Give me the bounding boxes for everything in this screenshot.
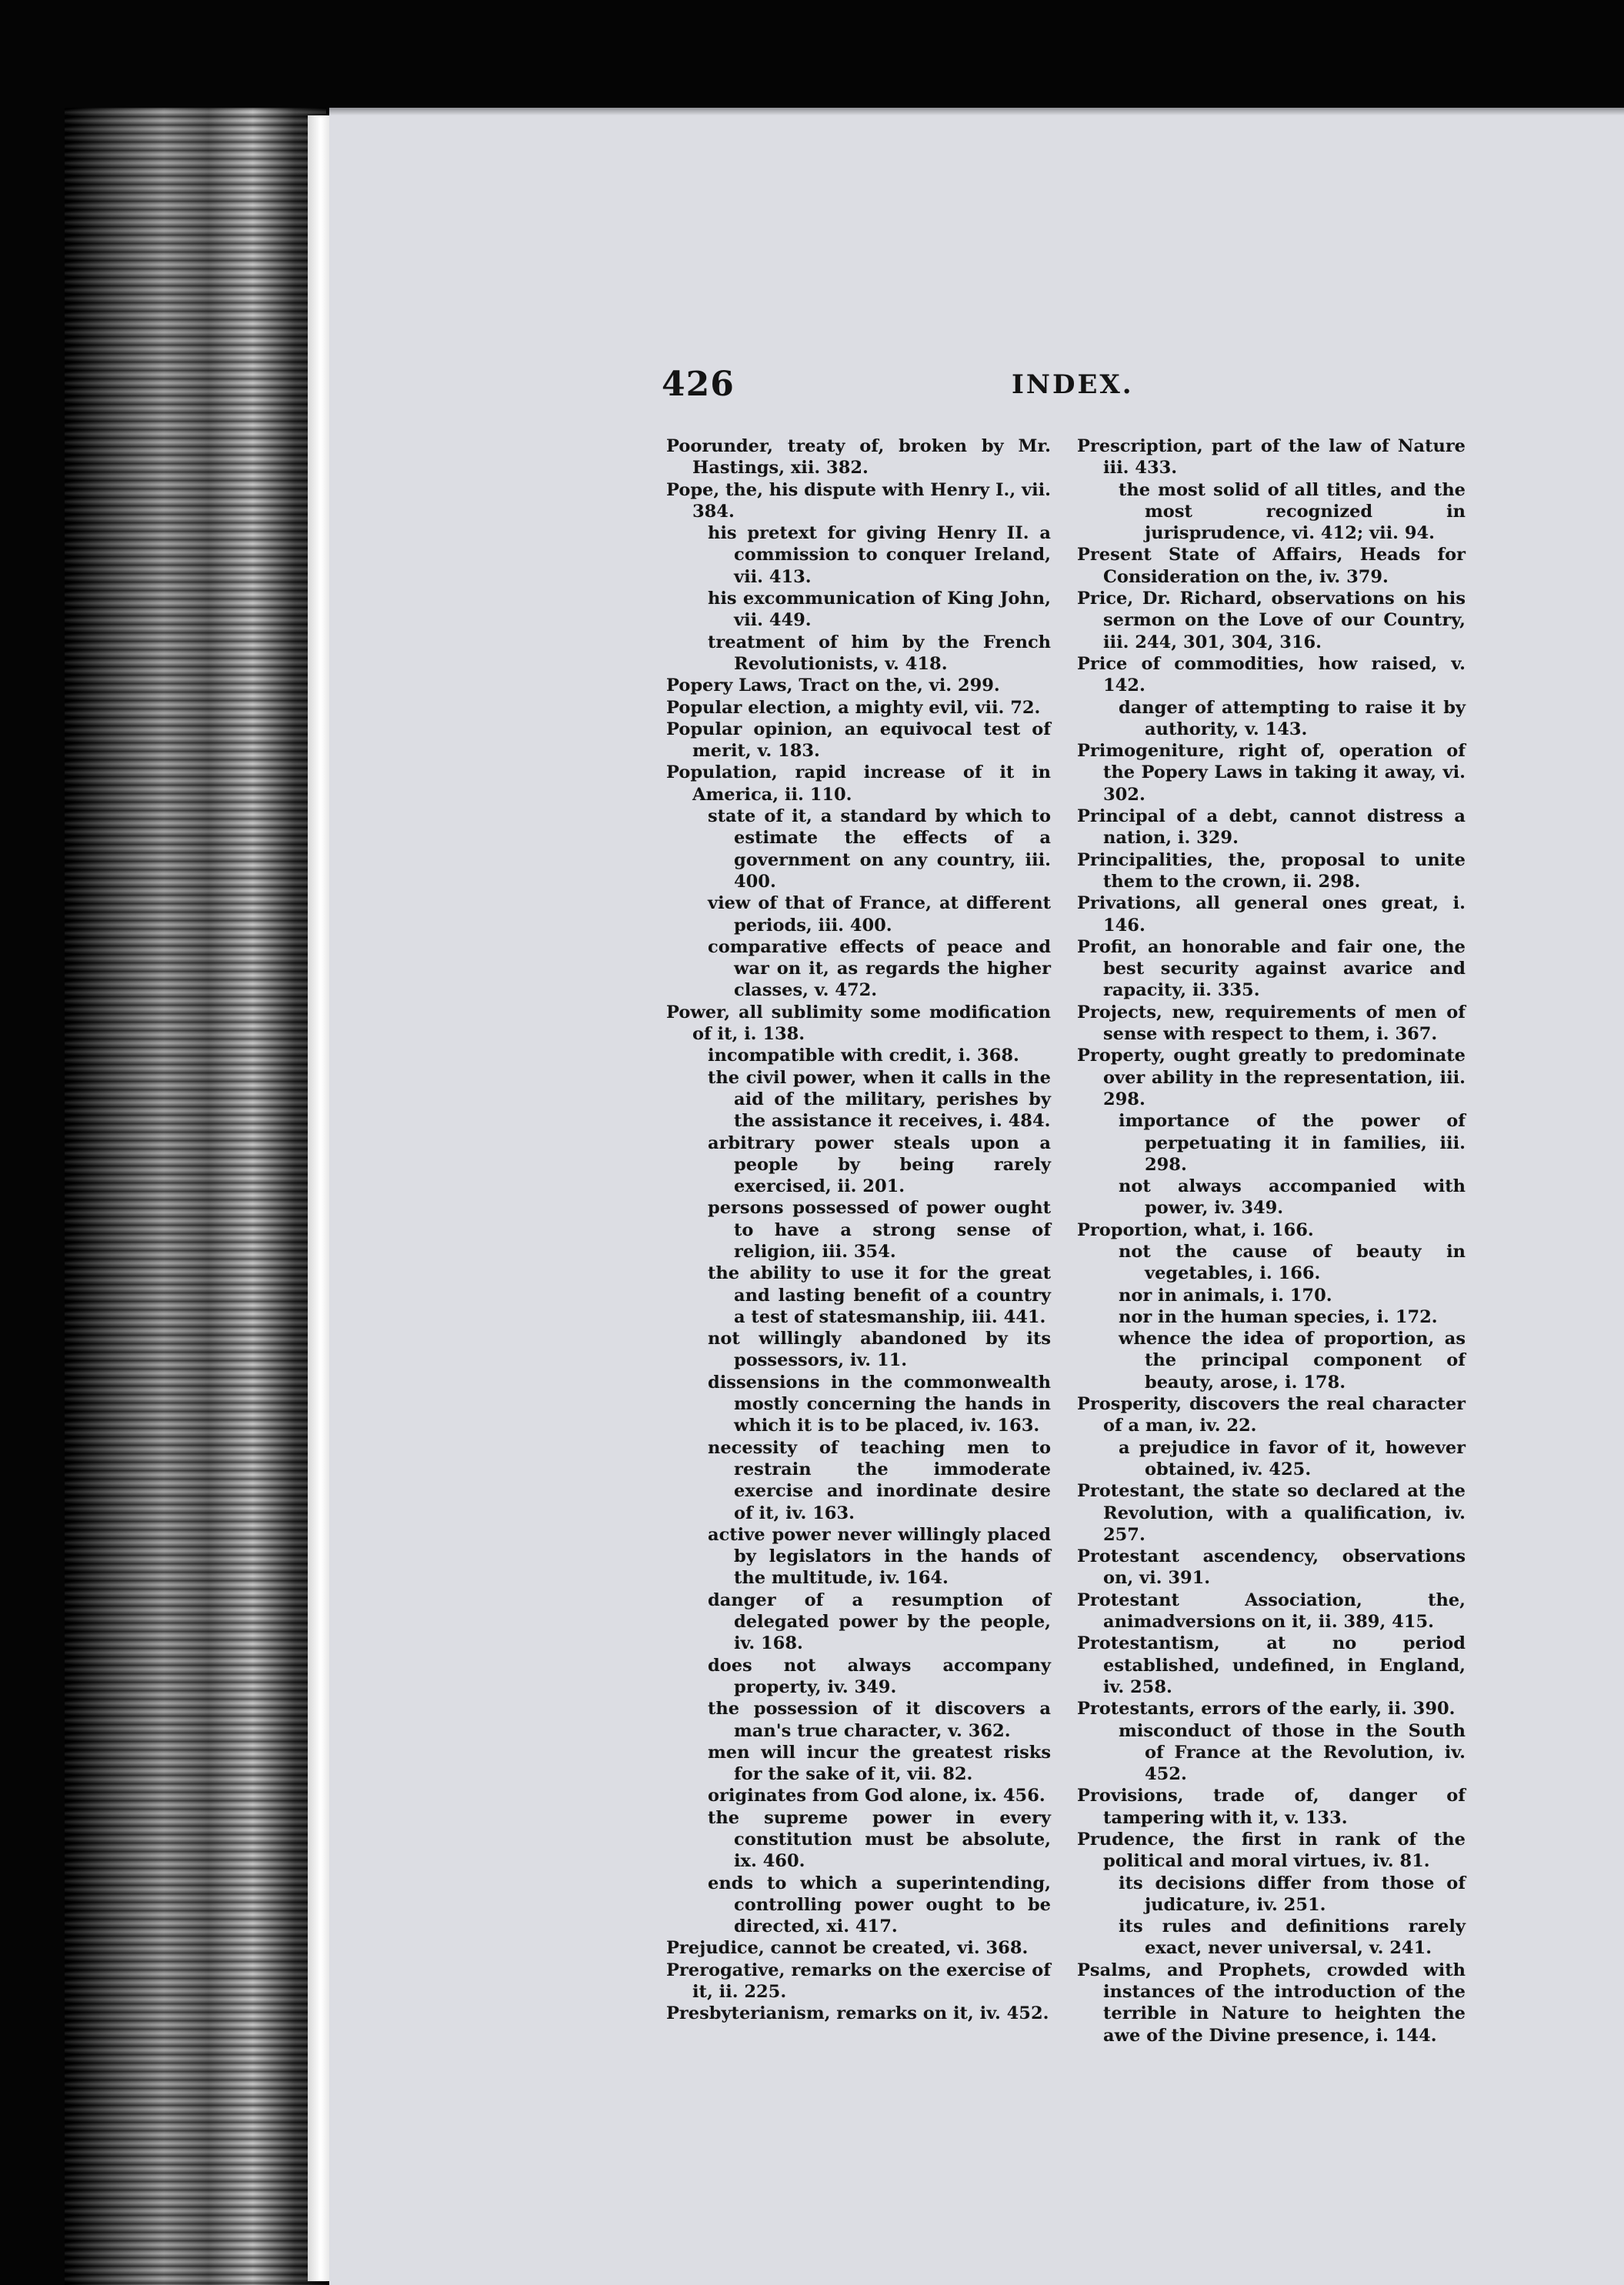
index-subentry: does not always accompany property, iv. 349. [708, 1655, 1051, 1697]
index-entry: Price of commodities, how raised, v. 142. [1077, 653, 1466, 696]
index-subentry: nor in animals, i. 170. [1119, 1285, 1332, 1306]
index-subentry: persons possessed of power ought to have a strong sense of religion, iii. 354. [708, 1198, 1051, 1262]
index-entry: Profit, an honorable and fair one, the best security against avarice and rapacity, ii. 335. [1077, 936, 1466, 1001]
index-entry: Privations, all general ones great, i. 146. [1077, 893, 1466, 936]
index-entry: Protestant, the state so declared at the Revolution, with a qualification, iv. 257. [1077, 1481, 1466, 1545]
running-head [662, 365, 1466, 411]
index-entry: Prejudice, cannot be created, vi. 368. [666, 1938, 1029, 1959]
index-subentry: ends to which a superintending, controlling power ought to be directed, xi. 417. [708, 1873, 1051, 1937]
index-subentry: comparative effects of peace and war on it, as regards the higher classes, v. 472. [708, 936, 1051, 1001]
index-entry: Power, all sublimity some modification of it, i. 138. [666, 1002, 1051, 1045]
index-entry: Provisions, trade of, danger of tampering with it, v. 133. [1077, 1786, 1466, 1828]
index-entry: Protestantism, at no period established, undefined, in England, iv. 258. [1077, 1633, 1466, 1697]
index-entry: Protestants, errors of the early, ii. 390. [1077, 1699, 1456, 1720]
index-entry: Projects, new, requirements of men of sense with respect to them, i. 367. [1077, 1002, 1466, 1045]
index-subentry: state of it, a standard by which to estimate the effects of a government on any country, iii. 400. [708, 806, 1051, 892]
index-subentry: danger of a resumption of delegated power by the people, iv. 168. [708, 1589, 1051, 1654]
index-entry: Prudence, the first in rank of the political and moral virtues, iv. 81. [1077, 1830, 1466, 1872]
index-subentry: the civil power, when it calls in the aid of the military, perishes by the assistance it receives, i. 484. [708, 1067, 1051, 1132]
index-entry: Principalities, the, proposal to unite them to the crown, ii. 298. [1077, 849, 1466, 892]
index-subentry: not willingly abandoned by its possessors, iv. 11. [708, 1329, 1051, 1371]
index-entry: Psalms, and Prophets, crowded with instances of the introduction of the terrible in Nature to heighten the awe of the Divine presence, i. 144. [1077, 1960, 1466, 2046]
index-subentry: whence the idea of proportion, as the principal component of beauty, arose, i. 178. [1119, 1329, 1466, 1393]
index-subentry: danger of attempting to raise it by authority, v. 143. [1119, 697, 1466, 739]
page-title: INDEX. [1012, 369, 1134, 400]
index-column-left [666, 435, 1051, 2025]
index-subentry: his pretext for giving Henry II. a commission to conquer Ireland, vii. 413. [708, 523, 1051, 587]
index-subentry: its rules and definitions rarely exact, never universal, v. 241. [1119, 1916, 1466, 1959]
index-entry: Prescription, part of the law of Nature iii. 433. [1077, 436, 1466, 479]
index-subentry: active power never willingly placed by legislators in the hands of the multitude, iv. 164. [708, 1524, 1051, 1589]
index-entry: Price, Dr. Richard, observations on his sermon on the Love of our Country, iii. 244, 301, 304, 316. [1077, 589, 1466, 652]
page-number: 426 [662, 365, 735, 404]
index-subentry: nor in the human species, i. 172. [1119, 1306, 1438, 1327]
index-entry: Proportion, what, i. 166. [1077, 1219, 1314, 1240]
index-subentry: its decisions differ from those of judicature, iv. 251. [1119, 1873, 1466, 1915]
index-entry: Property, ought greatly to predominate over ability in the representation, iii. 298. [1077, 1046, 1466, 1109]
index-subentry: men will incur the greatest risks for the sake of it, vii. 82. [708, 1742, 1051, 1785]
index-column-right [1077, 435, 1466, 2046]
index-subentry: not always accompanied with power, iv. 349. [1119, 1176, 1466, 1219]
index-subentry: treatment of him by the French Revolutionists, v. 418. [708, 632, 1051, 674]
index-subentry: necessity of teaching men to restrain the immoderate exercise and inordinate desire of it, iv. 163. [708, 1437, 1051, 1523]
index-entry: Prosperity, discovers the real character of a man, iv. 22. [1077, 1394, 1466, 1436]
index-entry: Popular opinion, an equivocal test of merit, v. 183. [666, 719, 1051, 762]
index-subentry: view of that of France, at different periods, iii. 400. [708, 893, 1051, 936]
index-subentry: misconduct of those in the South of France at the Revolution, iv. 452. [1119, 1720, 1466, 1785]
index-subentry: originates from God alone, ix. 456. [708, 1786, 1045, 1806]
index-subentry: a prejudice in favor of it, however obtained, iv. 425. [1119, 1437, 1466, 1479]
index-subentry: arbitrary power steals upon a people by being rarely exercised, ii. 201. [708, 1132, 1051, 1197]
index-subentry: incompatible with credit, i. 368. [708, 1046, 1019, 1066]
index-subentry: the supreme power in every constitution must be absolute, ix. 460. [708, 1807, 1051, 1872]
index-entry: Protestant ascendency, observations on, vi. 391. [1077, 1546, 1466, 1589]
index-subentry: the most solid of all titles, and the most recognized in jurisprudence, vi. 412; vii. 94. [1119, 479, 1466, 544]
index-subentry: his excommunication of King John, vii. 449. [708, 589, 1051, 631]
page-gutter [308, 115, 329, 2281]
index-entry: Poorunder, treaty of, broken by Mr. Hastings, xii. 382. [666, 436, 1051, 479]
index-entry: Population, rapid increase of it in America, ii. 110. [666, 762, 1051, 805]
index-entry: Primogeniture, right of, operation of the Popery Laws in taking it away, vi. 302. [1077, 741, 1466, 805]
book-spine-edge [65, 108, 326, 2285]
index-entry: Popular election, a mighty evil, vii. 72. [666, 697, 1041, 718]
index-entry: Principal of a debt, cannot distress a nation, i. 329. [1077, 806, 1466, 849]
index-entry: Popery Laws, Tract on the, vi. 299. [666, 675, 1000, 696]
index-subentry: not the cause of beauty in vegetables, i. 166. [1119, 1241, 1466, 1284]
index-subentry: dissensions in the commonwealth mostly concerning the hands in which it is to be placed, iv. 163. [708, 1372, 1051, 1436]
index-subentry: importance of the power of perpetuating it in families, iii. 298. [1119, 1111, 1466, 1175]
index-entry: Protestant Association, the, animadversions on it, ii. 389, 415. [1077, 1589, 1466, 1633]
index-entry: Present State of Affairs, Heads for Consideration on the, iv. 379. [1077, 545, 1466, 587]
index-entry: Pope, the, his dispute with Henry I., vii. 384. [666, 479, 1051, 522]
index-subentry: the ability to use it for the great and lasting benefit of a country a test of statesmanship, iii. 441. [708, 1263, 1051, 1327]
index-entry: Prerogative, remarks on the exercise of it, ii. 225. [666, 1960, 1051, 2003]
index-entry: Presbyterianism, remarks on it, iv. 452. [666, 2003, 1049, 2024]
index-subentry: the possession of it discovers a man's true character, v. 362. [708, 1699, 1051, 1741]
page-shadow [329, 108, 1624, 115]
